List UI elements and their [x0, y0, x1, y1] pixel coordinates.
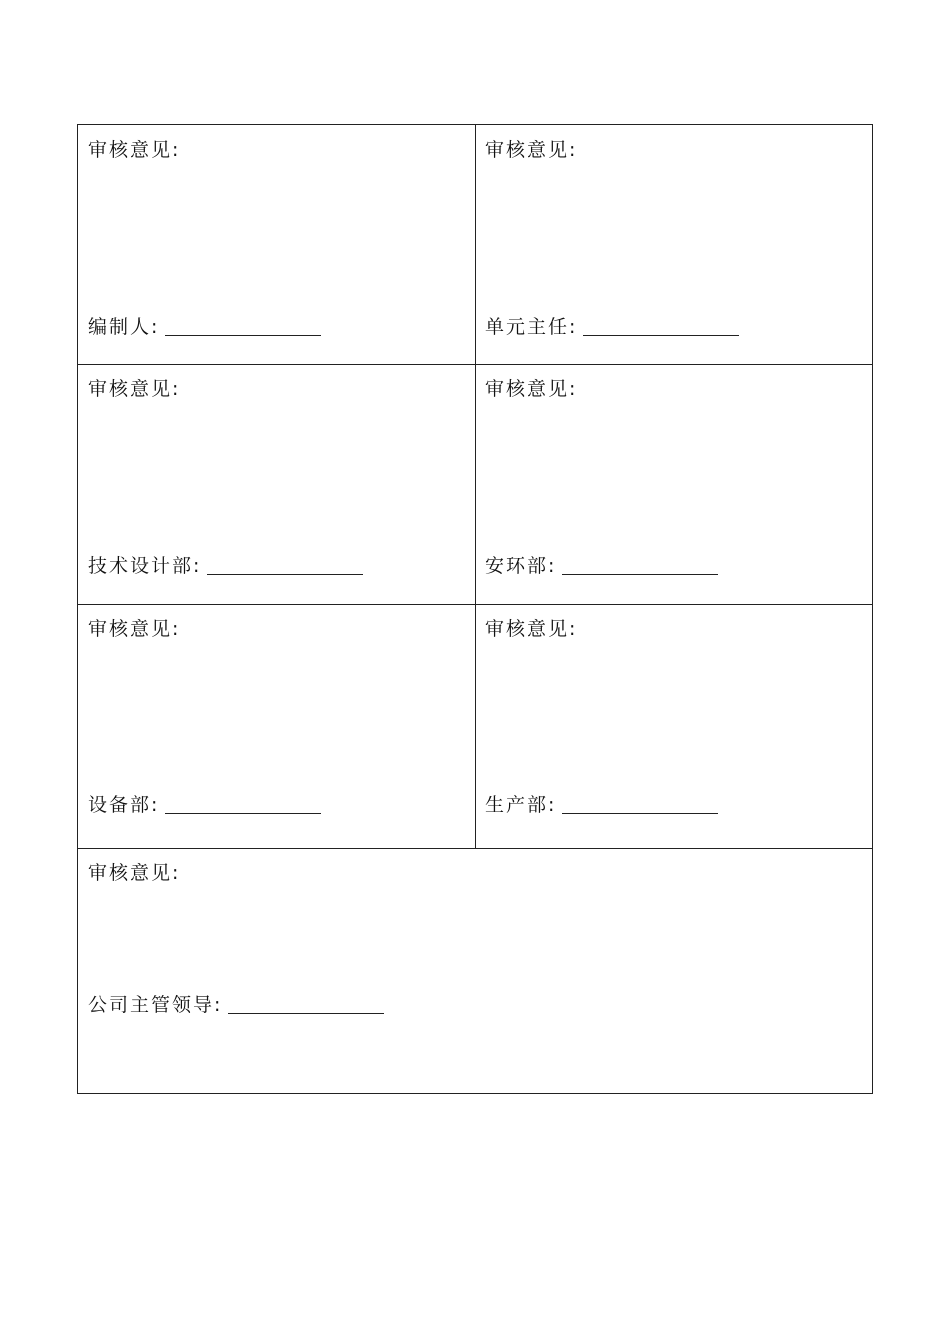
signature-line-company-leader[interactable] [228, 1013, 384, 1014]
approval-form-table [77, 124, 873, 1094]
signature-line-compiler[interactable] [165, 335, 321, 336]
opinion-label: 审核意见: [88, 618, 181, 640]
signer-row [485, 551, 718, 578]
cell-production [475, 604, 872, 848]
cell-equipment [78, 604, 475, 848]
opinion-label: 审核意见: [485, 618, 578, 640]
cell-unit-director [475, 125, 872, 364]
signature-line-equipment[interactable] [165, 813, 321, 814]
signer-label-safety-environment: 安环部: [485, 555, 557, 577]
signer-row [485, 312, 739, 339]
cell-technical-design [78, 364, 475, 604]
cell-company-leader [78, 848, 872, 1093]
signer-label-compiler: 编制人: [88, 316, 160, 338]
signer-row [88, 990, 384, 1017]
opinion-label: 审核意见: [485, 378, 578, 400]
signer-label-equipment: 设备部: [88, 794, 160, 816]
signer-label-production: 生产部: [485, 794, 557, 816]
signer-label-technical-design: 技术设计部: [88, 555, 202, 577]
signer-label-unit-director: 单元主任: [485, 316, 578, 338]
opinion-label: 审核意见: [485, 139, 578, 161]
signature-line-unit-director[interactable] [583, 335, 739, 336]
signer-row [88, 790, 321, 817]
signer-label-company-leader: 公司主管领导: [88, 994, 223, 1016]
signer-row [88, 551, 363, 578]
opinion-label: 审核意见: [88, 378, 181, 400]
signature-line-safety-environment[interactable] [562, 574, 718, 575]
cell-compiler [78, 125, 475, 364]
cell-safety-environment [475, 364, 872, 604]
signer-row [485, 790, 718, 817]
signature-line-technical-design[interactable] [207, 574, 363, 575]
signer-row [88, 312, 321, 339]
opinion-label: 审核意见: [88, 862, 181, 884]
signature-line-production[interactable] [562, 813, 718, 814]
opinion-label: 审核意见: [88, 139, 181, 161]
